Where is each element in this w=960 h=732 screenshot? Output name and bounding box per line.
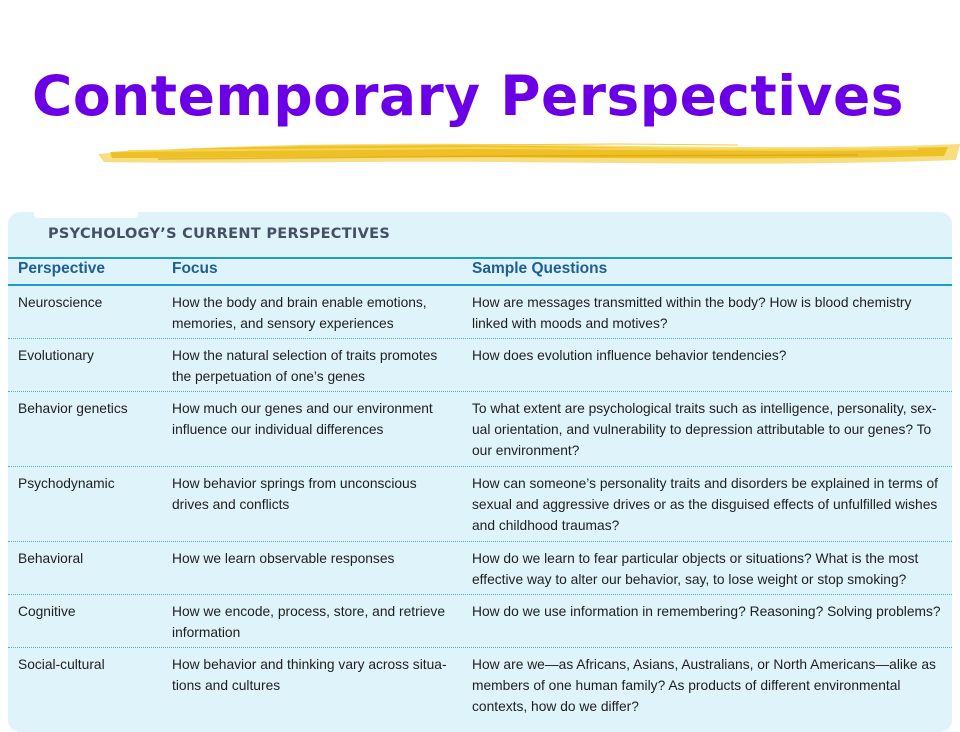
question-line: our environment? <box>472 443 580 458</box>
focus-line: tions and cultures <box>172 678 281 693</box>
question-line: effective way to alter our behavior, say, to lose weight or stop smoking? <box>472 572 907 587</box>
cell-perspective: Behavior genetics <box>18 401 128 416</box>
column-header-perspective: Perspective <box>18 260 106 277</box>
question-line: contexts, how do we differ? <box>472 699 639 714</box>
focus-line: information <box>172 625 241 640</box>
cell-perspective: Cognitive <box>18 604 76 619</box>
cell-sample-questions <box>472 601 942 622</box>
cell-perspective: Behavioral <box>18 551 84 566</box>
table-row <box>8 391 952 466</box>
question-line: ual orientation, and vulnerability to depression attributable to our genes? To <box>472 422 932 437</box>
brush-stroke-underline <box>98 136 960 178</box>
focus-line: How the natural selection of traits promotes <box>172 348 438 363</box>
table-row <box>8 338 952 391</box>
cell-sample-questions <box>472 345 942 366</box>
question-line: How do we use information in remembering? Reasoning? Solving problems? <box>472 604 941 619</box>
cell-focus <box>172 473 464 515</box>
slide-title: Contemporary Perspectives <box>32 64 905 128</box>
cell-sample-questions <box>472 654 942 717</box>
cell-focus <box>172 292 464 334</box>
question-line: To what extent are psychological traits such as intelligence, personality, sex- <box>472 401 937 416</box>
table-row <box>8 466 952 541</box>
table-caption: PSYCHOLOGY’S CURRENT PERSPECTIVES <box>48 226 391 242</box>
cell-focus <box>172 654 464 696</box>
focus-line: How the body and brain enable emotions, <box>172 295 427 310</box>
focus-line: memories, and sensory experiences <box>172 316 394 331</box>
question-line: members of one human family? As products of different environmental <box>472 678 901 693</box>
focus-line: drives and conflicts <box>172 497 290 512</box>
focus-line: How we encode, process, store, and retrieve <box>172 604 446 619</box>
table-row <box>8 647 952 722</box>
question-line: How does evolution influence behavior tendencies? <box>472 348 787 363</box>
panel-tab-decoration <box>34 212 138 218</box>
cell-focus <box>172 548 464 569</box>
cell-sample-questions <box>472 398 942 461</box>
cell-perspective: Evolutionary <box>18 348 94 363</box>
focus-line: How much our genes and our environment <box>172 401 433 416</box>
question-line: linked with moods and motives? <box>472 316 668 331</box>
header-rule-top <box>8 257 952 259</box>
question-line: How are messages transmitted within the body? How is blood chemistry <box>472 295 912 310</box>
question-line: How are we—as Africans, Asians, Australians, or North Americans—alike as <box>472 657 936 672</box>
cell-sample-questions <box>472 548 942 590</box>
cell-focus <box>172 345 464 387</box>
focus-line: How we learn observable responses <box>172 551 395 566</box>
table-row <box>8 594 952 647</box>
focus-line: How behavior and thinking vary across situa- <box>172 657 447 672</box>
cell-sample-questions <box>472 473 942 536</box>
cell-perspective: Neuroscience <box>18 295 103 310</box>
cell-focus <box>172 601 464 643</box>
cell-perspective: Social-cultural <box>18 657 105 672</box>
table-body <box>8 286 952 722</box>
perspectives-table <box>8 212 952 732</box>
cell-sample-questions <box>472 292 942 334</box>
column-header-focus: Focus <box>172 260 218 277</box>
cell-perspective: Psychodynamic <box>18 476 115 491</box>
focus-line: the perpetuation of one’s genes <box>172 369 366 384</box>
table-row <box>8 286 952 338</box>
question-line: How can someone’s personality traits and disorders be explained in terms of <box>472 476 939 491</box>
question-line: How do we learn to fear particular objects or situations? What is the most <box>472 551 919 566</box>
cell-focus <box>172 398 464 440</box>
question-line: and childhood traumas? <box>472 518 620 533</box>
focus-line: How behavior springs from unconscious <box>172 476 417 491</box>
question-line: sexual and aggressive drives or as the disguised effects of unfulfilled wishes <box>472 497 938 512</box>
column-header-sample-questions: Sample Questions <box>472 260 608 277</box>
table-row <box>8 541 952 594</box>
focus-line: influence our individual differences <box>172 422 384 437</box>
